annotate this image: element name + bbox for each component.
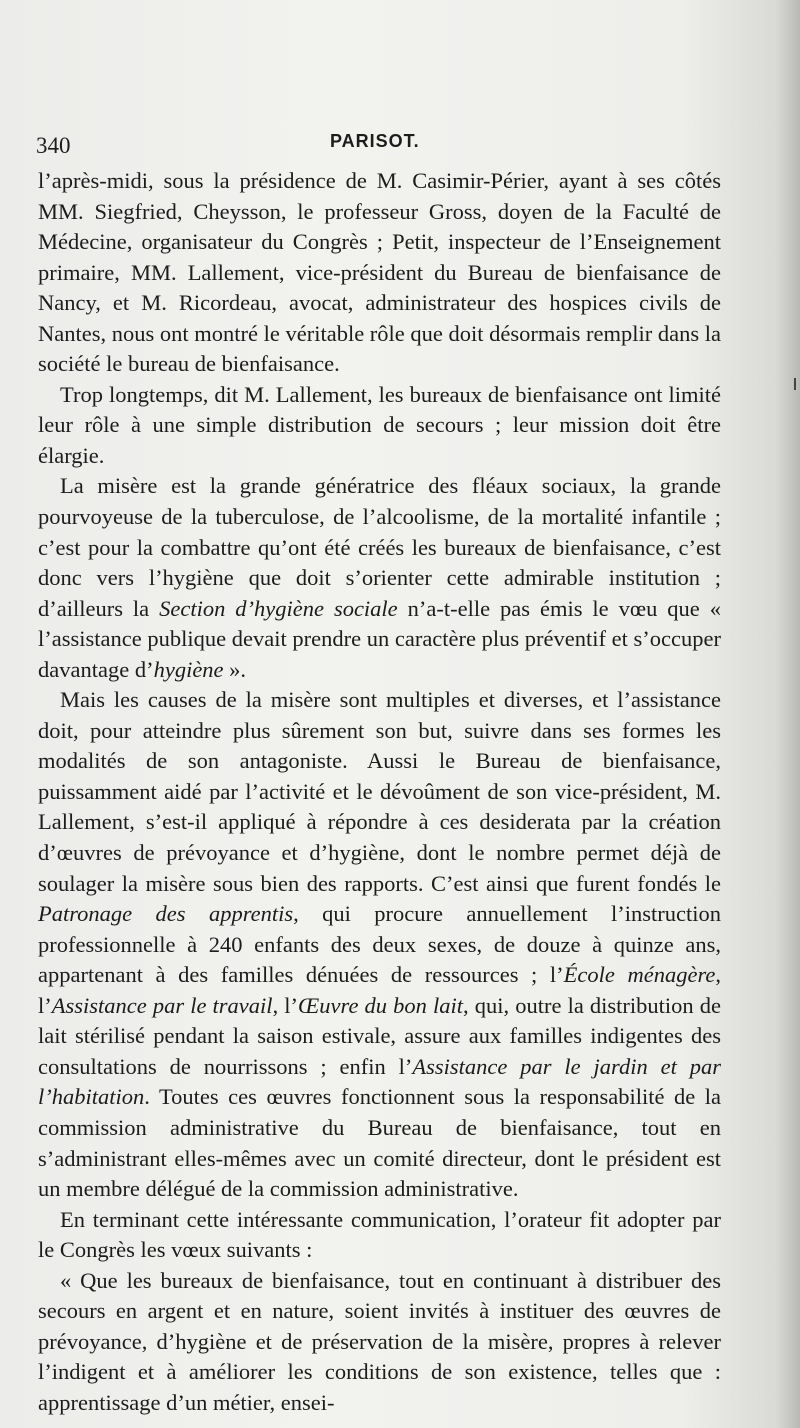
text-run: Trop longtemps, dit M. Lallement, les bureaux de bienfaisance ont limité leur rôle à une simple distribution de secours ; leur mission doit être élargie. bbox=[38, 381, 721, 468]
text-run: l’après-midi, sous la présidence de M. Casimir-Périer, ayant à ses côtés MM. Siegfried, Cheysson, le professeur Gross, doyen de la Faculté de Médecine, organisateur du Congrès ; Petit, inspecteur de l’Enseignement primaire, MM. Lallement, vice-président du Bureau de bienfaisance de Nancy, et M. Ricordeau, avocat, administrateur des hospices civils de Nantes, nous ont montré le véritable rôle que doit désormais remplir dans la société le bureau de bienfaisance. bbox=[38, 168, 721, 377]
page-edge-mark bbox=[794, 378, 796, 390]
text-run: « Que les bureaux de bienfaisance, tout en continuant à distribuer des secours en argent et en nature, soient invités à instituer des œuvres de prévoyance, d’hygiène et de préservation de la misère, propres à relever l’indigent et à améliorer les conditions de son existence, telles que : apprentissage d’un métier, ensei- bbox=[38, 1267, 721, 1415]
paragraph bbox=[38, 685, 721, 1204]
page-header bbox=[36, 127, 716, 163]
italic-phrase: Œuvre du bon lait bbox=[298, 992, 464, 1018]
text-run: En terminant cette intéressante communication, l’orateur fit adopter par le Congrès les vœux suivants : bbox=[38, 1206, 721, 1263]
italic-phrase: École ménagère bbox=[563, 962, 716, 988]
paragraph bbox=[38, 380, 721, 472]
page-number: 340 bbox=[36, 133, 71, 158]
paragraph bbox=[38, 166, 721, 380]
text-run: , l’ bbox=[272, 992, 299, 1018]
italic-phrase: Assistance par le travail bbox=[51, 992, 273, 1018]
italic-phrase: Section d’hygiène sociale bbox=[159, 595, 398, 621]
text-run: ». bbox=[223, 656, 247, 682]
italic-phrase: Assistance par le jardin et par l’habitation bbox=[38, 1053, 721, 1110]
text-run: , l’ bbox=[38, 962, 721, 1018]
text-run: , qui, outre la distribution de lait stérilisé pendant la saison estivale, assure aux familles indigentes des consultations de nourrissons ; enfin l’ bbox=[38, 992, 722, 1079]
italic-phrase: Patronage des apprentis bbox=[38, 901, 294, 927]
paragraph bbox=[38, 1205, 721, 1266]
text-run: , qui procure annuellement l’instruction professionnelle à 240 enfants des deux sexes, de douze à quinze ans, appartenant à des familles dénuées de ressources ; l’ bbox=[38, 901, 721, 988]
running-head: PARISOT. bbox=[330, 131, 420, 151]
text-run: Mais les causes de la misère sont multiples et diverses, et l’assistance doit, pour atteindre plus sûrement son but, suivre dans ses formes les modalités de son antagoniste. Aussi le Bureau de bienfaisance, puissamment aidé par l’activité et le dévoûment de son vice-président, M. Lallement, s’est-il appliqué à répondre à ces desiderata par la création d’œuvres de prévoyance et d’hygiène, dont le nombre permet déjà de soulager la misère sous bien des rapports. C’est ainsi que furent fondés le bbox=[38, 687, 721, 896]
italic-phrase: hygiène bbox=[153, 656, 224, 682]
text-run: . Toutes ces œuvres fonctionnent sous la responsabilité de la commission administrative du Bureau de bienfaisance, tout en s’administrant elles-mêmes avec un comité directeur, dont le président est un membre délégué de la commission administrative. bbox=[38, 1084, 721, 1202]
paragraph bbox=[38, 1266, 721, 1419]
body-text bbox=[38, 166, 721, 1418]
text-run: La misère est la grande génératrice des fléaux sociaux, la grande pourvoyeuse de la tuberculose, de l’alcoolisme, de la mortalité infantile ; c’est pour la combattre qu’ont été créés les bureaux de bienfaisance, c’est donc vers l’hygiène que doit s’orienter cette admirable institution ; d’ailleurs la bbox=[38, 473, 721, 621]
text-run: n’a-t-elle pas émis le vœu que « l’assistance publique devait prendre un caractère plus préventif et s’occuper davantage d’ bbox=[38, 595, 721, 682]
paragraph bbox=[38, 471, 721, 685]
